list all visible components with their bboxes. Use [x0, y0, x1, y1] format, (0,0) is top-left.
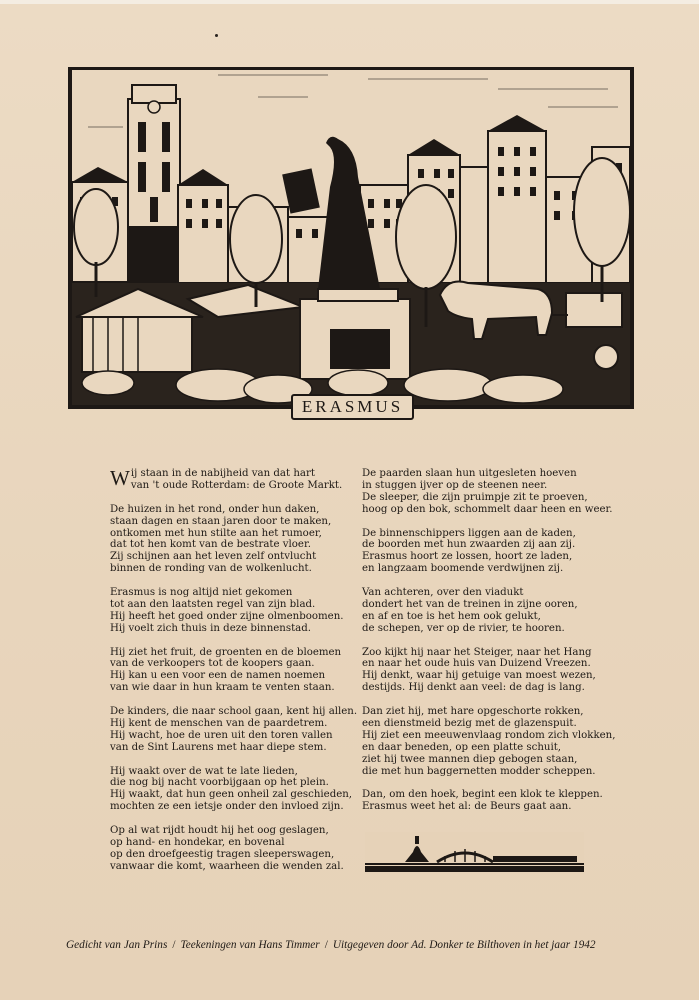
- poem-stanza: [110, 504, 380, 575]
- poem-line: Hij wacht, hoe de uren uit den toren vallen: [110, 729, 333, 741]
- market-square-drawing: [68, 67, 634, 409]
- poem-line: hoog op den bok, schommelt daar heen en weer.: [362, 503, 613, 515]
- poem-line: Hij ziet een meeuwenvlaag rondom zich vlokken,: [362, 729, 616, 741]
- poem-line: van de Sint Laurens met haar diepe stem.: [110, 741, 327, 753]
- poem-credit: Gedicht van Jan Prins: [66, 939, 168, 951]
- drawing-credit: Teekeningen van Hans Timmer: [180, 939, 320, 951]
- poem-stanza: [362, 647, 622, 695]
- poem-line: vanwaar die komt, waarheen die wenden zal.: [110, 860, 344, 872]
- poem-line: Erasmus weet het al: de Beurs gaat aan.: [362, 801, 572, 813]
- poem-left-column: [110, 468, 380, 885]
- poem-line: van 't oude Rotterdam: de Groote Markt.: [130, 479, 343, 491]
- poem-line: Hij kent de menschen van de paardetrem.: [110, 717, 328, 729]
- poem-line: dat tot hen komt van de bestrate vloer.: [110, 539, 311, 551]
- poem-line: ij staan in de nabijheid van dat hart: [130, 468, 315, 479]
- poem-line: dondert het van de treinen in zijne ooren,: [362, 598, 578, 610]
- poem-line: Hij voelt zich thuis in deze binnenstad.: [110, 622, 312, 634]
- poem-line: Zoo kijkt hij naar het Steiger, naar het Hang: [362, 646, 592, 658]
- poem-line: een dienstmeid bezig met de glazenspuit.: [362, 717, 577, 729]
- poem-line: en naar het oude huis van Duizend Vreezen.: [362, 658, 591, 670]
- poem-line: Erasmus is nog altijd niet gekomen: [110, 587, 293, 599]
- poem-line: en af en toe is het hem ook gelukt,: [362, 610, 541, 622]
- colophon: [66, 939, 646, 951]
- poem-stanza: [362, 587, 622, 635]
- poem-line: Hij waakt, dat hun geen onheil zal geschieden,: [110, 789, 353, 801]
- poem-line: en daar beneden, op een platte schuit,: [362, 741, 562, 753]
- poem-line: die met hun baggernetten modder scheppen.: [362, 765, 596, 777]
- poem-stanza: [110, 587, 380, 635]
- poem-line: De kinders, die naar school gaan, kent hij allen.: [110, 706, 358, 718]
- poem-line: Hij kan u een voor een de namen noemen: [110, 670, 326, 682]
- poem-line: op hand- en hondekar, en bovenal: [110, 837, 285, 848]
- poem-line: van wie daar in hun kraam te venten staan.: [110, 682, 335, 694]
- viaduct-vignette: [365, 832, 584, 874]
- poem-line: Erasmus hoort ze lossen, hoort ze laden,: [362, 551, 573, 563]
- poem-stanza: [362, 528, 622, 576]
- poem-line: binnen de ronding van de wolkenlucht.: [110, 563, 312, 575]
- poem-line: Van achteren, over den viadukt: [362, 587, 524, 599]
- poem-line: in stuggen ijver op de steenen neer.: [362, 479, 548, 491]
- poem-line: Dan, om den hoek, begint een klok te kleppen.: [362, 789, 603, 801]
- poem-stanza: [110, 766, 380, 814]
- poem-line: De huizen in het rond, onder hun daken,: [110, 503, 320, 515]
- poem-line: Hij heeft het goed onder zijne olmenboomen.: [110, 610, 344, 622]
- poem-line: De binnenschippers liggen aan de kaden,: [362, 527, 576, 539]
- paper-edge: [0, 0, 699, 4]
- poem-line: Hij ziet het fruit, de groenten en de bloemen: [110, 646, 342, 658]
- poem-stanza: [110, 706, 380, 754]
- poem-line: destijds. Hij denkt aan veel: de dag is lang.: [362, 682, 585, 694]
- poem-stanza: [110, 825, 380, 873]
- poem-stanza: [362, 789, 622, 813]
- poem-line: Hij denkt, waar hij getuige van moest wezen,: [362, 670, 596, 682]
- poem-line: de schepen, ver op de rivier, te hooren.: [362, 622, 565, 634]
- separator: /: [172, 939, 176, 951]
- poem-line: De paarden slaan hun uitgesleten hoeven: [362, 468, 577, 479]
- publisher-credit: Uitgegeven door Ad. Donker te Bilthoven in het jaar 1942: [332, 939, 596, 951]
- poem-line: staan dagen en staan jaren door te maken,: [110, 515, 332, 527]
- poem-stanza: [362, 468, 622, 516]
- poem-line: Hij waakt over de wat te late lieden,: [110, 765, 298, 777]
- poem-line: Dan ziet hij, met hare opgeschorte rokken,: [362, 706, 584, 718]
- paper-speck: [215, 34, 218, 37]
- poem-line: tot aan den laatsten regel van zijn blad.: [110, 598, 316, 610]
- poem-line: van de verkoopers tot de koopers gaan.: [110, 658, 315, 670]
- separator: /: [324, 939, 328, 951]
- poem-stanza: [110, 468, 380, 492]
- poem-line: op den droefgeestig tragen sleeperswagen,: [110, 848, 335, 860]
- poem-line: die nog bij nacht voorbijgaan op het plein.: [110, 777, 329, 789]
- poem-line: De sleeper, die zijn pruimpje zit te proeven,: [362, 491, 588, 503]
- woodcut-illustration: [68, 67, 634, 409]
- poem-stanza: [362, 706, 622, 777]
- poem-line: en langzaam boomende verdwijnen zij.: [362, 563, 564, 575]
- drop-cap: W: [110, 466, 130, 490]
- laurens-church-tower: [128, 85, 180, 227]
- poem-line: de boorden met hun zwaarden zij aan zij.: [362, 539, 576, 551]
- poem-line: ziet hij twee mannen diep gebogen staan,: [362, 753, 578, 765]
- poem-line: Op al wat rijdt houdt hij het oog geslagen,: [110, 825, 329, 837]
- poem-stanza: [110, 647, 380, 695]
- poem-line: ontkomen met hun stilte aan het rumoer,: [110, 527, 322, 539]
- poem-right-column: [362, 468, 622, 825]
- erasmus-banner: ERASMUS: [291, 394, 414, 420]
- poem-line: Zij schijnen aan het leven zelf ontvlucht: [110, 551, 317, 563]
- poem-line: mochten ze een ietsje onder den invloed zijn.: [110, 801, 344, 813]
